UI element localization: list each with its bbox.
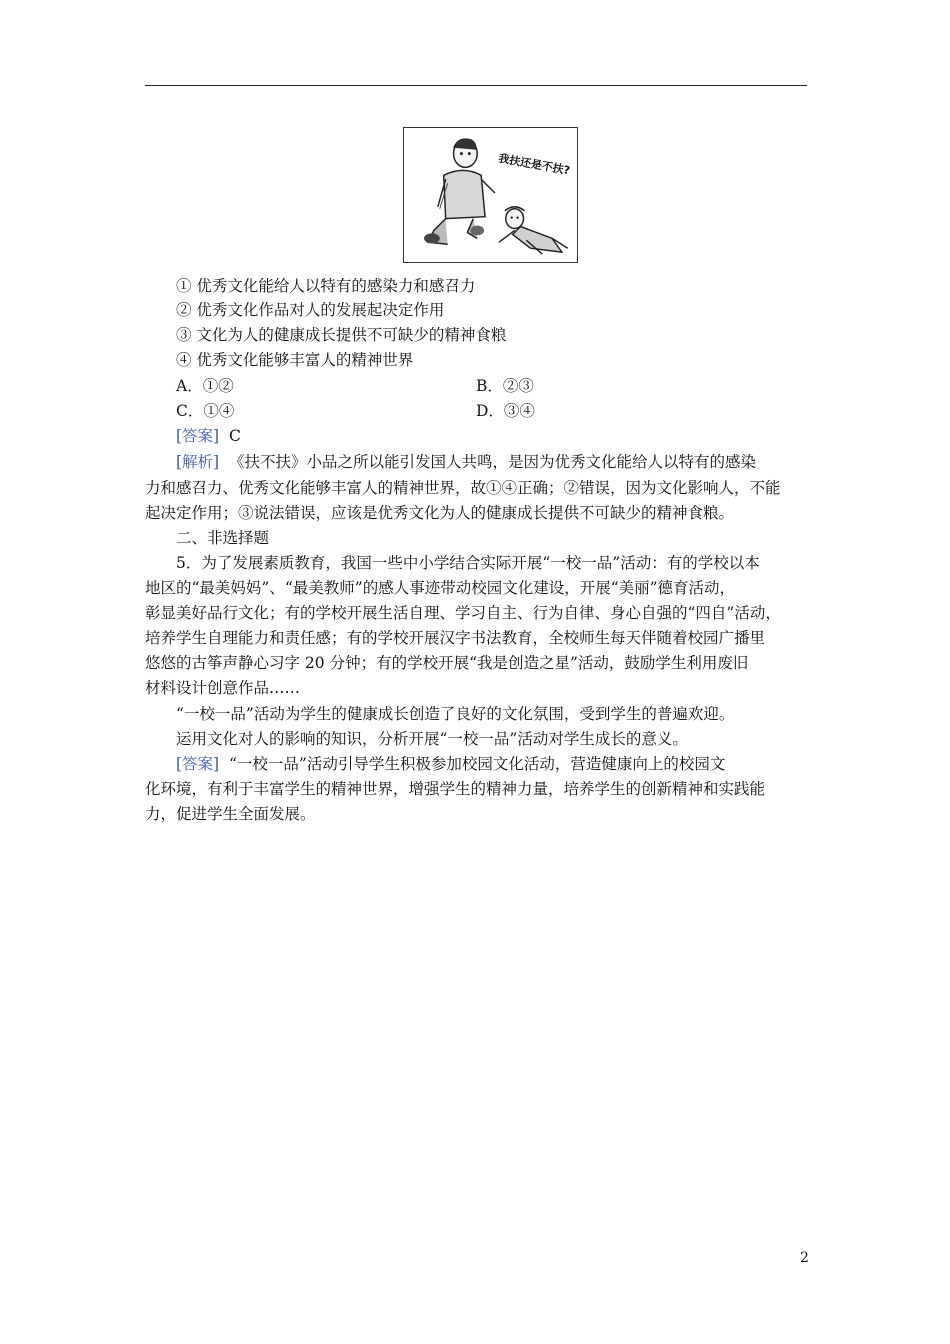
question5-line-2: 地区的“最美妈妈”、“最美教师”的感人事迹带动校园文化建设，开展“美丽”德育活动， — [145, 579, 736, 597]
header-rule — [145, 85, 807, 86]
answer-value: C — [228, 427, 241, 445]
cartoon-illustration — [404, 128, 577, 262]
answer-2-tag: [答案] — [176, 755, 220, 773]
question5-line-1: 5．为了发展素质教育，我国一些中小学结合实际开展“一校一品”活动：有的学校以本 — [176, 554, 760, 572]
answer-tag: [答案] — [176, 427, 220, 445]
section-title: 二、非选择题 — [176, 529, 270, 547]
page-number: 2 — [800, 1250, 809, 1266]
question5-prompt: 运用文化对人的影响的知识，分析开展“一校一品”活动对学生成长的意义。 — [176, 730, 688, 748]
option-b: B．②③ — [476, 377, 534, 395]
analysis-line-2: 力和感召力、优秀文化能够丰富人的精神世界，故①④正确；②错误，因为文化影响人，不能 — [145, 479, 781, 497]
answer-2-line-2: 化环境，有利于丰富学生的精神世界，增强学生的精神力量，培养学生的创新精神和实践能 — [145, 780, 766, 798]
question5-para2: “一校一品”活动为学生的健康成长创造了良好的文化氛围，受到学生的普遍欢迎。 — [176, 705, 735, 723]
question5-line-3: 彰显美好品行文化；有的学校开展生活自理、学习自主、行为自律、身心自强的“四自”活动， — [145, 604, 781, 622]
question5-line-6: 材料设计创意作品…… — [145, 679, 301, 697]
statement-2: ② 优秀文化作品对人的发展起决定作用 — [176, 301, 445, 319]
answer-2-text-1: “一校一品”活动引导学生积极参加校园文化活动，营造健康向上的校园文 — [228, 755, 726, 773]
analysis-line-1 — [176, 452, 756, 472]
option-a: A．①② — [176, 377, 234, 395]
statement-3: ③ 文化为人的健康成长提供不可缺少的精神食粮 — [176, 326, 507, 344]
analysis-line-3: 起决定作用；③说法错误，应该是优秀文化为人的健康成长提供不可缺少的精神食粮。 — [145, 504, 735, 522]
analysis-tag: [解析] — [176, 453, 220, 471]
statement-4: ④ 优秀文化能够丰富人的精神世界 — [176, 351, 414, 369]
question5-line-4: 培养学生自理能力和责任感；有的学校开展汉字书法教育，全校师生每天伴随着校园广播里 — [145, 629, 766, 647]
statement-1: ① 优秀文化能给人以特有的感染力和感召力 — [176, 277, 476, 295]
answer-2-line-3: 力，促进学生全面发展。 — [145, 805, 316, 823]
cartoon-figure — [403, 127, 578, 263]
option-c: C．①④ — [176, 402, 235, 420]
answer-2-line-1 — [176, 754, 725, 774]
analysis-text-1: 《扶不扶》小品之所以能引发国人共鸣，是因为优秀文化能给人以特有的感染 — [228, 453, 756, 471]
option-d: D．③④ — [476, 402, 535, 420]
question5-line-5: 悠悠的古筝声静心习字 20 分钟；有的学校开展“我是创造之星”活动，鼓励学生利用废旧 — [145, 654, 749, 672]
answer-1 — [176, 426, 241, 446]
speech-bubble-text: 我扶还是不扶? — [497, 151, 571, 178]
